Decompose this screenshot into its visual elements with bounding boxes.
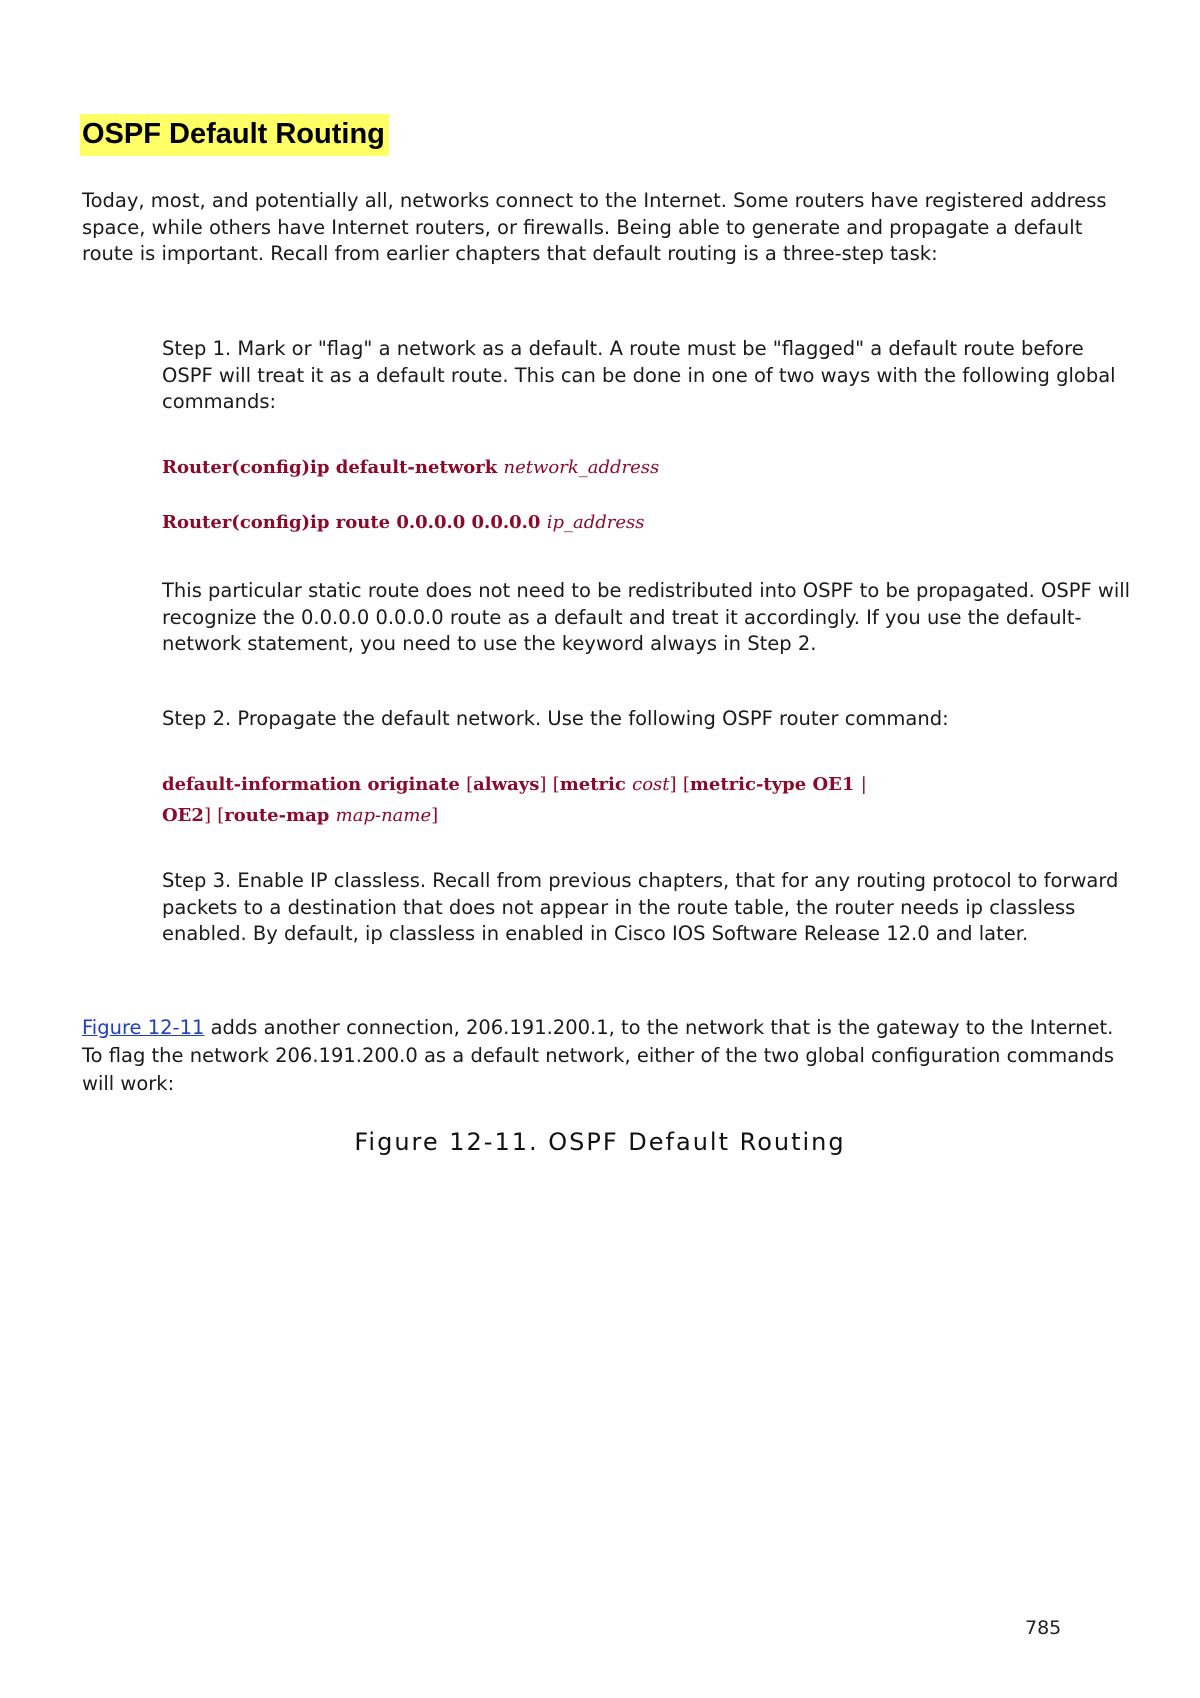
figure-reference-paragraph bbox=[82, 1014, 1132, 1098]
bracket: [ bbox=[682, 774, 690, 795]
bracket: [ bbox=[217, 805, 225, 826]
cmd3-part1: default-information originate bbox=[162, 774, 460, 795]
bracket: ] bbox=[431, 805, 439, 826]
intro-paragraph: Today, most, and potentially all, networks connect to the Internet. Some routers have registered address space, while others have Internet routers, or firewalls. Being able to generate and propagate a default route is important. Recall from earlier chapters that default routing is a three-step task: bbox=[82, 189, 1107, 265]
pipe: | bbox=[860, 774, 867, 795]
cmd3-always: always bbox=[473, 774, 540, 795]
figure-link[interactable]: Figure 12-11 bbox=[82, 1016, 205, 1039]
bracket: [ bbox=[552, 774, 560, 795]
command-keyword: Router(config)ip route 0.0.0.0 0.0.0.0 bbox=[162, 512, 541, 533]
command-argument: network_address bbox=[503, 457, 660, 478]
cmd3-map-name: map-name bbox=[335, 805, 432, 826]
section-heading: OSPF Default Routing bbox=[80, 114, 389, 156]
cmd3-metric-type: metric-type OE1 bbox=[689, 774, 855, 795]
command-default-information bbox=[162, 769, 1132, 831]
bracket: ] bbox=[539, 774, 547, 795]
cmd3-metric: metric bbox=[559, 774, 626, 795]
step-1-paragraph: Step 1. Mark or "flag" a network as a default. A route must be "flagged" a default route before OSPF will treat it as a default route. This can be done in one of two ways with the following global commands: bbox=[162, 337, 1116, 413]
bracket: ] bbox=[203, 805, 211, 826]
command-keyword: Router(config)ip default-network bbox=[162, 457, 498, 478]
figure-paragraph-text: adds another connection, 206.191.200.1, to the network that is the gateway to the Internet. To flag the network 206.191.200.0 as a default network, either of the two global configuration commands will work: bbox=[82, 1016, 1115, 1095]
bracket: [ bbox=[466, 774, 474, 795]
cmd3-oe2: OE2 bbox=[162, 805, 204, 826]
command-ip-route bbox=[162, 507, 1132, 538]
cmd3-route-map: route-map bbox=[224, 805, 330, 826]
step-2-paragraph: Step 2. Propagate the default network. Use the following OSPF router command: bbox=[162, 707, 949, 730]
command-default-network bbox=[162, 452, 1132, 483]
figure-caption: Figure 12-11. OSPF Default Routing bbox=[354, 1128, 846, 1156]
page-number: 785 bbox=[1025, 1617, 1062, 1639]
step-3-paragraph: Step 3. Enable IP classless. Recall from previous chapters, that for any routing protocol to forward packets to a destination that does not appear in the route table, the router needs ip classless enabled. By default, ip classless in enabled in Cisco IOS Software Release 12.0 and later. bbox=[162, 869, 1119, 945]
cmd3-cost: cost bbox=[632, 774, 670, 795]
command-argument: ip_address bbox=[546, 512, 645, 533]
static-route-note: This particular static route does not need to be redistributed into OSPF to be propagated. OSPF will recognize the 0.0.0.0 0.0.0.0 route as a default and treat it accordingly. If you use the default-network statement, you need to use the keyword always in Step 2. bbox=[162, 579, 1131, 655]
bracket: ] bbox=[669, 774, 677, 795]
